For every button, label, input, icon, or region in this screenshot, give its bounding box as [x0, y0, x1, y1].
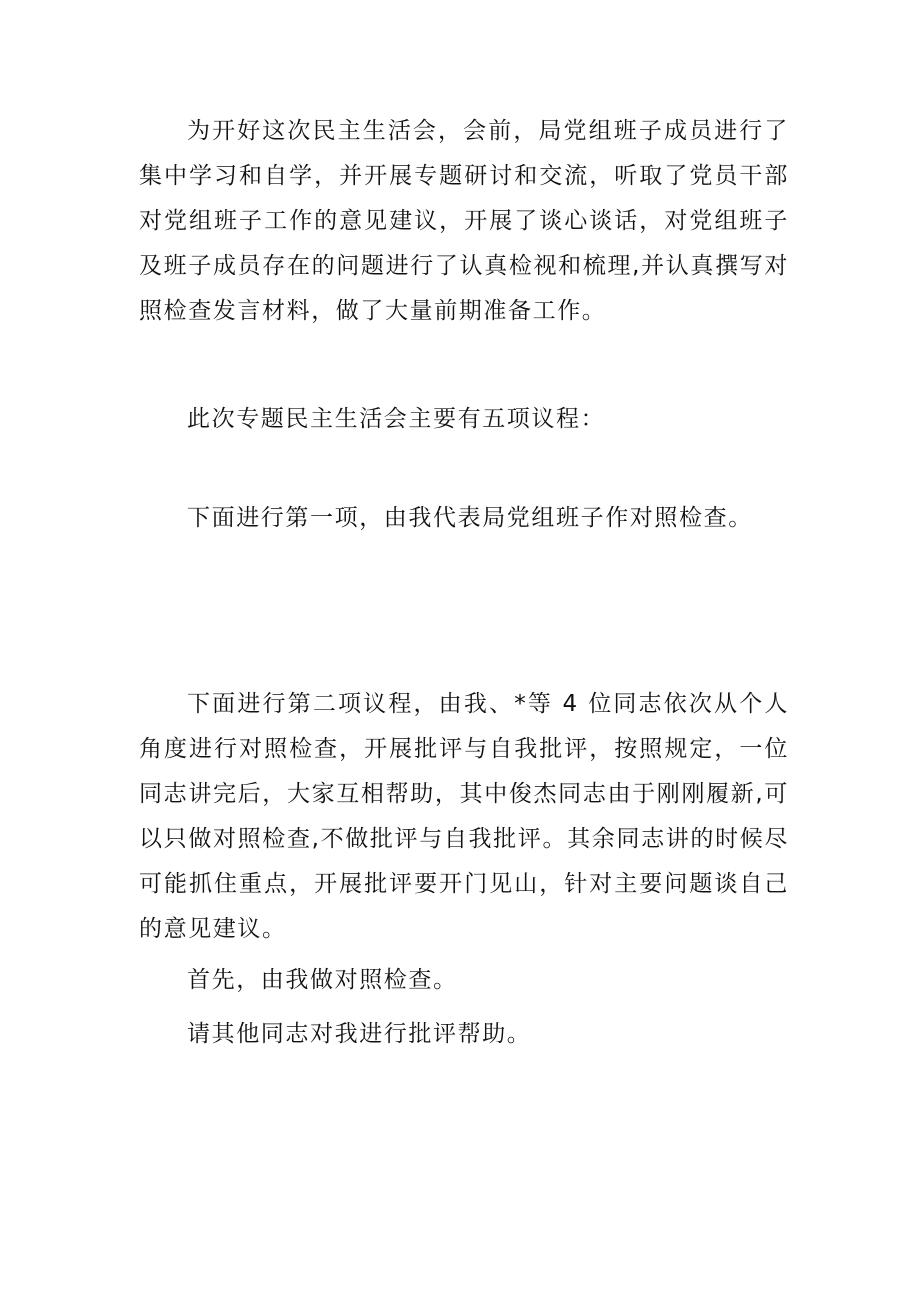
paragraph-agenda-intro: 此次专题民主生活会主要有五项议程：: [187, 406, 606, 432]
paragraph-first-self-check: 首先，由我做对照检查。: [187, 967, 458, 993]
paragraph-request-criticism: 请其他同志对我进行批评帮助。: [187, 1021, 532, 1047]
paragraph-item-one: 下面进行第一项，由我代表局党组班子作对照检查。: [187, 505, 753, 531]
paragraph-preparation: 为开好这次民主生活会，会前，局党组班子成员进行了集中学习和自学，并开展专题研讨和交流，听取了党员干部对党组班子工作的意见建议，开展了谈心谈话，对党组班子及班子成员存在的问题进行了认真检视和梳理,并认真撰写对照检查发言材料，做了大量前期准备工作。: [139, 118, 789, 324]
paragraph-item-two: 下面进行第二项议程，由我、*等 4 位同志依次从个人角度进行对照检查，开展批评与自我批评，按照规定，一位同志讲完后，大家互相帮助，其中俊杰同志由于刚刚履新,可以只做对照检查,不做批评与自我批评。其余同志讲的时候尽可能抓住重点，开展批评要开门见山，针对主要问题谈自己的意见建议。: [139, 691, 789, 942]
